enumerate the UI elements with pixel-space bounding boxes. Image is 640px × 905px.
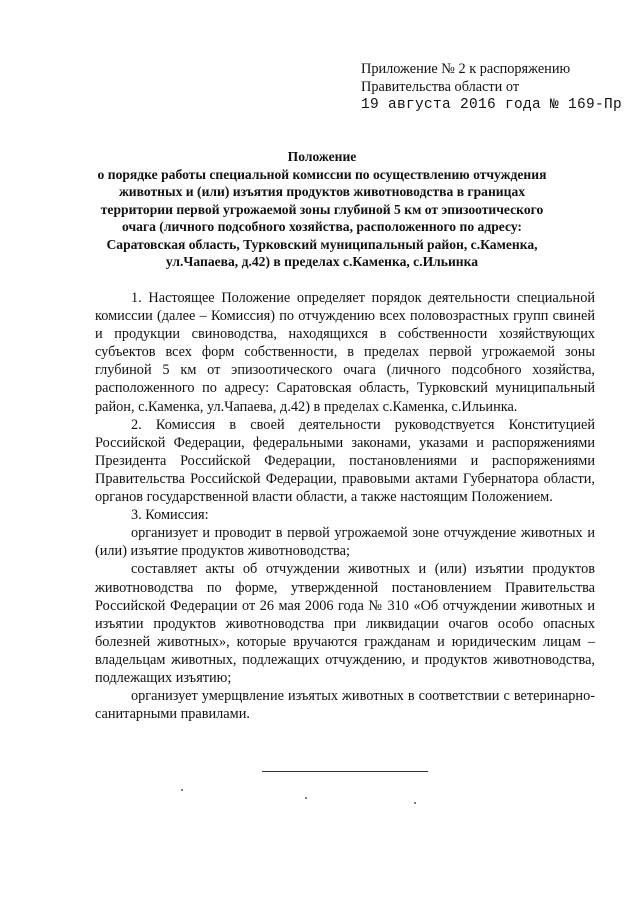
title-line-7: ул.Чапаева, д.42) в пределах с.Каменка, с.Ильинка bbox=[165, 254, 479, 269]
paragraph-4: организует и проводит в первой угрожаемой зоне отчуждение животных и (или) изъятие продуктов животноводства; bbox=[95, 525, 595, 560]
title-line-6: Саратовская область, Турковский муниципальный район, с.Каменка, bbox=[106, 236, 538, 252]
scan-speck bbox=[181, 789, 183, 791]
header-line-2: Правительства области от bbox=[361, 79, 520, 95]
header-line-1: Приложение № 2 к распоряжению bbox=[361, 61, 571, 77]
closing-rule bbox=[262, 771, 428, 772]
scan-speck bbox=[305, 797, 307, 799]
paragraph-1: 1. Настоящее Положение определяет порядок деятельности специальной комиссии (далее – Комиссия) по отчуждению всех половозрастных групп свиней и продукции свиноводства, находящихся в собственности хозяйствующих субъектов всех форм собственности, в пределах первой угрожаемой зоны глубиной 5 км от эпизоотического очага (личного подсобного хозяйства, расположенного по адресу: Саратовская область, Турковский муниципальный район, с.Каменка, ул.Чапаева, д.42) в пределах с.Каменка, с.Ильинка. bbox=[95, 290, 595, 415]
scan-speck bbox=[414, 802, 416, 804]
title-line-3: животных и (или) изъятия продуктов животноводства в границах bbox=[118, 184, 526, 199]
paragraph-3: 3. Комиссия: bbox=[131, 507, 209, 524]
document-title bbox=[78, 148, 566, 271]
appendix-header bbox=[361, 60, 622, 114]
header-date-line: 19 августа 2016 года № 169-Пр bbox=[361, 97, 623, 113]
paragraph-5: составляет акты об отчуждении животных и (или) изъятии продуктов животноводства по форме, утвержденной постановлением Правительства Российской Федерации от 26 мая 2006 года № 310 «Об отчуждении животных и изъятии продуктов животноводства при ликвидации очагов особо опасных болезней животных», которые вручаются гражданам и юридическим лицам – владельцам животных, подлежащих отчуждению, и продуктов животноводства, подлежащих изъятию; bbox=[95, 561, 595, 686]
title-line-5: очага (личного подсобного хозяйства, расположенного по адресу: bbox=[122, 219, 522, 234]
title-line-1: Положение bbox=[287, 149, 357, 164]
title-line-4: территории первой угрожаемой зоны глубиной 5 км от эпизоотического bbox=[100, 201, 544, 217]
paragraph-6: организует умерщвление изъятых животных в соответствии с ветеринарно-санитарными правилами. bbox=[95, 688, 595, 723]
title-line-2: о порядке работы специальной комиссии по осуществлению отчуждения bbox=[97, 166, 547, 182]
paragraph-2: 2. Комиссия в своей деятельности руководствуется Конституцией Российской Федерации, федеральными законами, указами и распоряжениями Президента Российской Федерации, постановлениями и распоряжениями Правительства Российской Федерации, правовыми актами Губернатора области, органов государственной власти области, а также настоящим Положением. bbox=[95, 416, 595, 506]
document-body bbox=[95, 289, 595, 723]
